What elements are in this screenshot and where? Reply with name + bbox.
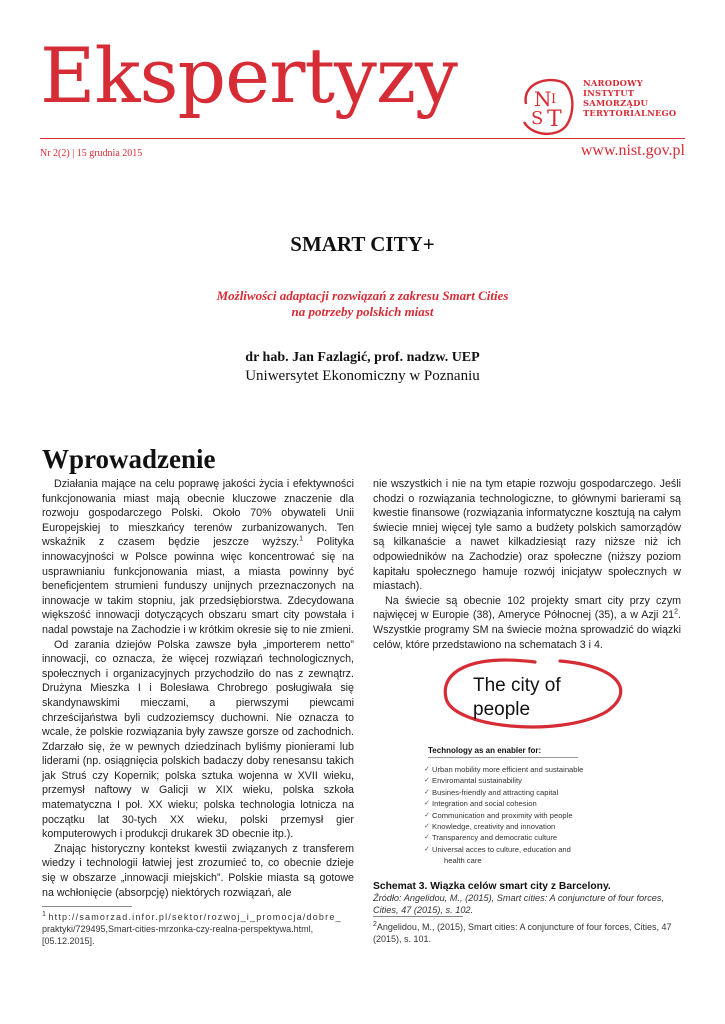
footnote-mark: 1	[42, 911, 46, 918]
footnote-ref[interactable]: 1	[299, 535, 303, 543]
svg-text:N: N	[534, 87, 552, 111]
list-item: ✓ Communication and proximity with people	[424, 810, 624, 821]
footnote-url-rest: praktyki/729495,Smart-cities-mrzonka-czy-realna-perspektywa.html, [05.12.2015].	[42, 924, 314, 946]
footnote-ref[interactable]: 2	[674, 608, 679, 616]
list-item: ✓ Busines-friendly and attracting capital	[424, 787, 624, 798]
list-item: ✓ Integration and social cohesion	[424, 798, 624, 809]
svg-text:S: S	[531, 108, 544, 129]
article-title: SMART CITY+	[290, 232, 435, 256]
website-link[interactable]: www.nist.gov.pl	[580, 142, 685, 159]
paragraph: Od zarania dziejów Polska zawsze była „importerem netto” innowacji, co oznacza, że więcej rozwiązań technologicznych, społecznych i organizacyjnych przychodziło do nas z zewnątrz. Drużyna Mieszka I i Bolesława Chrobrego posługiwała się skandynawskimi mieczami, a pierwszymi piewcami chrześcijaństwa byli cudzoziemscy duchowni. Nie oznacza to wcale, że polskie rozwiązania były zawsze gorsze od zachodnich. Zdarzało się, że w pewnych dziedzinach byliśmy pionierami lub liderami (np. osiągnięcia polskich badaczy doby renesansu takich jak Struś czy Kopernik; polska sztuka wojenna w XVII wieku, przemysł naftowy w Galicji w XIX wieku, polska szkoła matematyczna I poł. XX wieku; polska technologia lotnicza na początku lat 30-tych XX wieku, polski przemysł gier komputerowych i produkcji drukarek 3D obecnie itp.).	[42, 638, 354, 841]
caption-title: Schemat 3. Wiązka celów smart city z Barcelony.	[373, 881, 611, 892]
list-item: ✓ Urban mobility more efficient and sustainable	[424, 764, 624, 775]
paragraph: Na świecie są obecnie 102 projekty smart city przy czym najwięcej w Europie (38), Ameryce Północnej (35), a w Azji $21^2$. Wszystkie programy SM na świecie można sprowadzić do wiązki celów, które przedstawiono na schematach 3 i 4.	[373, 594, 681, 651]
footnote-divider	[373, 916, 463, 917]
article-subtitle	[0, 288, 725, 320]
paragraph: nie wszystkich i nie na tym etapie rozwoju gospodarczego. Jeśli chodzi o rozwiązania technologiczne, to głównymi barierami są kwestie finansowe (rozwiązania informatyczne kosztują na całym świecie mniej więcej tyle samo a budżety polskich samorządów są kilkanaście a nawet kilkadziesiąt razy niższe niż ich odpowiedników na Zachodzie) oraz społeczne (niższy poziom kapitału społecznego hamuje rozwój inicjatyw społecznych w miastach).	[373, 478, 681, 593]
svg-text:I: I	[551, 92, 557, 107]
enabler-label: Technology as an enabler for:	[428, 746, 542, 755]
enabler-divider	[428, 757, 578, 758]
subtitle-line: na potrzeby polskich miast	[291, 304, 434, 319]
goals-list	[424, 764, 624, 867]
figure-heading	[473, 674, 561, 722]
caption-source: Źródło: Angelidou, M., (2015), Smart cities: A conjuncture of four forces, Cities, 47 (2015), s. 102.	[373, 893, 665, 915]
footnote-mark: 2	[373, 921, 377, 928]
text-column-right	[373, 477, 681, 651]
list-item: ✓ Transparency and democratic culture	[424, 832, 624, 843]
author-name: dr hab. Jan Fazlagić, prof. nadzw. UEP	[245, 350, 480, 365]
institute-line: INSTYTUT	[583, 88, 635, 98]
footnote-divider	[42, 906, 132, 907]
list-item: ✓ Knowledge, creativity and innovation	[424, 821, 624, 832]
masthead	[40, 31, 685, 168]
figure-caption	[373, 880, 683, 916]
list-item: ✓ Universal acces to culture, education and health care	[424, 844, 624, 867]
header-divider	[40, 138, 685, 139]
issue-number: Nr 2(2) | 15 grudnia 2015	[40, 148, 143, 159]
footnote-url[interactable]: http://samorzad.infor.pl/sektor/rozwoj_i_promocja/dobre_	[48, 912, 342, 922]
figure-heading-line: The city of	[473, 675, 561, 696]
barcelona-scheme-figure	[410, 652, 640, 870]
svg-text:T: T	[547, 107, 562, 132]
institute-name	[583, 78, 676, 118]
paragraph: Znając historyczny kontekst kwestii związanych z transferem wiedzy i technologii łatwiej jest zrozumieć to, co obecnie dzieje się w obszarze „innowacji miejskich”. Polskie miasta są gotowe na wchłonięcie (absorpcję) niektórych rozwiązań, ale	[42, 842, 354, 899]
institute-line: NARODOWY	[583, 78, 643, 88]
footnote-1	[42, 911, 354, 947]
footnote-2: $^2$Angelidou, M., (2015), Smart cities: A conjuncture of four forces, Cities, 47 (2015), s. 101.	[373, 921, 672, 944]
author-affiliation: Uniwersytet Ekonomiczny w Poznaniu	[245, 368, 480, 384]
institute-line: TERYTORIALNEGO	[583, 108, 677, 118]
subtitle-line: Możliwości adaptacji rozwiązań z zakresu Smart Cities	[216, 288, 509, 303]
paragraph: Działania mające na celu poprawę jakości życia i efektywności funkcjonowania miast mają obecnie kluczowe znaczenie dla rozwoju gospodarczego Polski. Około 70% obywateli Unii Europejskiej to mieszkańcy terenów zurbanizowanych. Ten wskaźnik z czasem będzie jeszcze wyższy.$^1$ Polityka innowacyjności w Polsce powinna więc koncentrować się na usprawnianiu funkcjonowania miast, a miasta powinny być beneficjentem strumieni funduszy unijnych przeznaczonych na innowacje w takim stopniu, jak przedsiębiorstwa. Zdecydowana większość innowacji dotyczących obszaru smart city powstała i nadal powstaje na Zachodzie i w krótkim okresie się to nie zmieni.	[42, 478, 354, 636]
nist-logo-icon	[518, 76, 576, 138]
text-column-left	[42, 477, 354, 899]
institute-line: SAMORZĄDU	[583, 98, 649, 108]
figure-heading-line: people	[473, 699, 531, 720]
section-heading: Wprowadzenie	[42, 444, 216, 474]
brand-title: Ekspertyzy	[40, 31, 457, 120]
list-item: ✓ Enviromantal sustainability	[424, 775, 624, 786]
